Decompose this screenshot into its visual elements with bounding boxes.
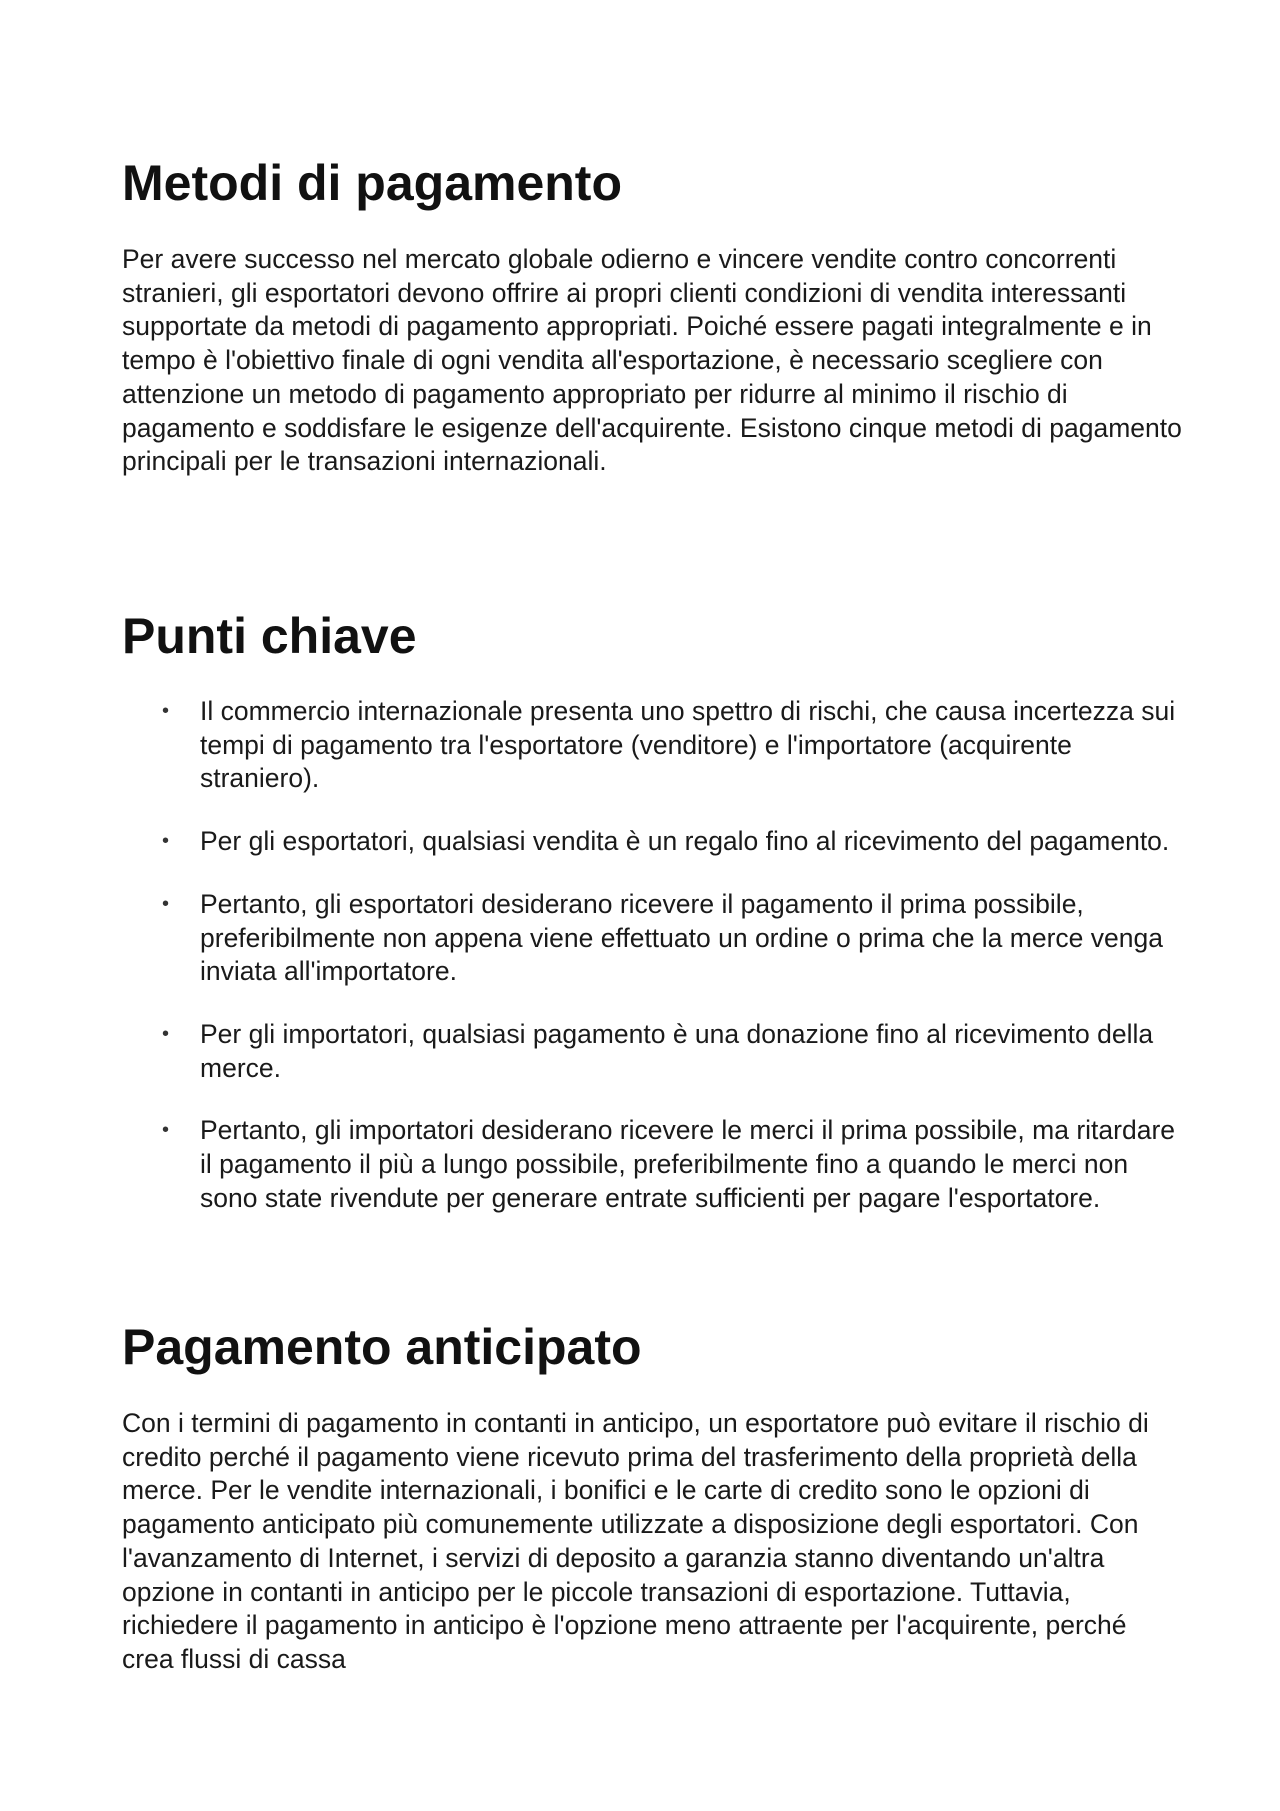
list-item xyxy=(122,1114,1182,1215)
list-item-text: Il commercio internazionale presenta uno spettro di rischi, che causa incertezza sui tempi di pagamento tra l'esportatore (venditore) e l'importatore (acquirente straniero). xyxy=(200,696,1176,794)
list-item-text: Per gli esportatori, qualsiasi vendita è un regalo fino al ricevimento del pagamento. xyxy=(200,826,1170,857)
bullet-icon: • xyxy=(162,700,170,722)
list-item xyxy=(122,825,1182,859)
paragraph-anticipato: Con i termini di pagamento in contanti in anticipo, un esportatore può evitare il rischio di credito perché il pagamento viene ricevuto prima del trasferimento della proprietà della merce. Per le vendite internazionali, i bonifici e le carte di credito sono le opzioni di pagamento anticipato più comunemente utilizzate a disposizione degli esportatori. Con l'avanzamento di Internet, i servizi di deposito a garanzia stanno diventando un'altra opzione in contanti in anticipo per le piccole transazioni di esportazione. Tuttavia, richiedere il pagamento in anticipo è l'opzione meno attraente per l'acquirente, perché crea flussi di cassa xyxy=(122,1408,1149,1674)
heading-metodi-di-pagamento: Metodi di pagamento xyxy=(122,155,622,211)
bullet-icon: • xyxy=(162,1119,170,1142)
heading-punti-chiave: Punti chiave xyxy=(122,608,417,664)
bullet-icon: • xyxy=(162,892,170,915)
list-item-text: Pertanto, gli importatori desiderano ricevere le merci il prima possibile, ma ritardare il pagamento il più a lungo possibile, preferibilmente fino a quando le merci non sono state rivendute per generare entrate sufficienti per pagare l'esportatore. xyxy=(200,1115,1176,1213)
list-item-text: Pertanto, gli esportatori desiderano ricevere il pagamento il prima possibile, preferibilmente non appena viene effettuato un ordine o prima che la merce venga inviata all'importatore. xyxy=(200,888,1163,987)
paragraph-metodi: Per avere successo nel mercato globale odierno e vincere vendite contro concorrenti stranieri, gli esportatori devono offrire ai propri clienti condizioni di vendita interessanti supportate da metodi di pagamento appropriati. Poiché essere pagati integralmente e in tempo è l'obiettivo finale di ogni vendita all'esportazione, è necessario scegliere con attenzione un metodo di pagamento appropriato per ridurre al minimo il rischio di pagamento e soddisfare le esigenze dell'acquirente. Esistono cinque metodi di pagamento principali per le transazioni internazionali. xyxy=(122,244,1182,477)
heading-pagamento-anticipato: Pagamento anticipato xyxy=(122,1319,642,1375)
bullet-list-punti-chiave xyxy=(122,695,1182,1244)
list-item-text: Per gli importatori, qualsiasi pagamento è una donazione fino al ricevimento della merce. xyxy=(200,1018,1154,1083)
bullet-icon: • xyxy=(162,830,170,853)
list-item xyxy=(122,888,1182,989)
list-item xyxy=(122,1018,1182,1085)
bullet-icon: • xyxy=(162,1022,170,1045)
list-item xyxy=(122,695,1182,796)
